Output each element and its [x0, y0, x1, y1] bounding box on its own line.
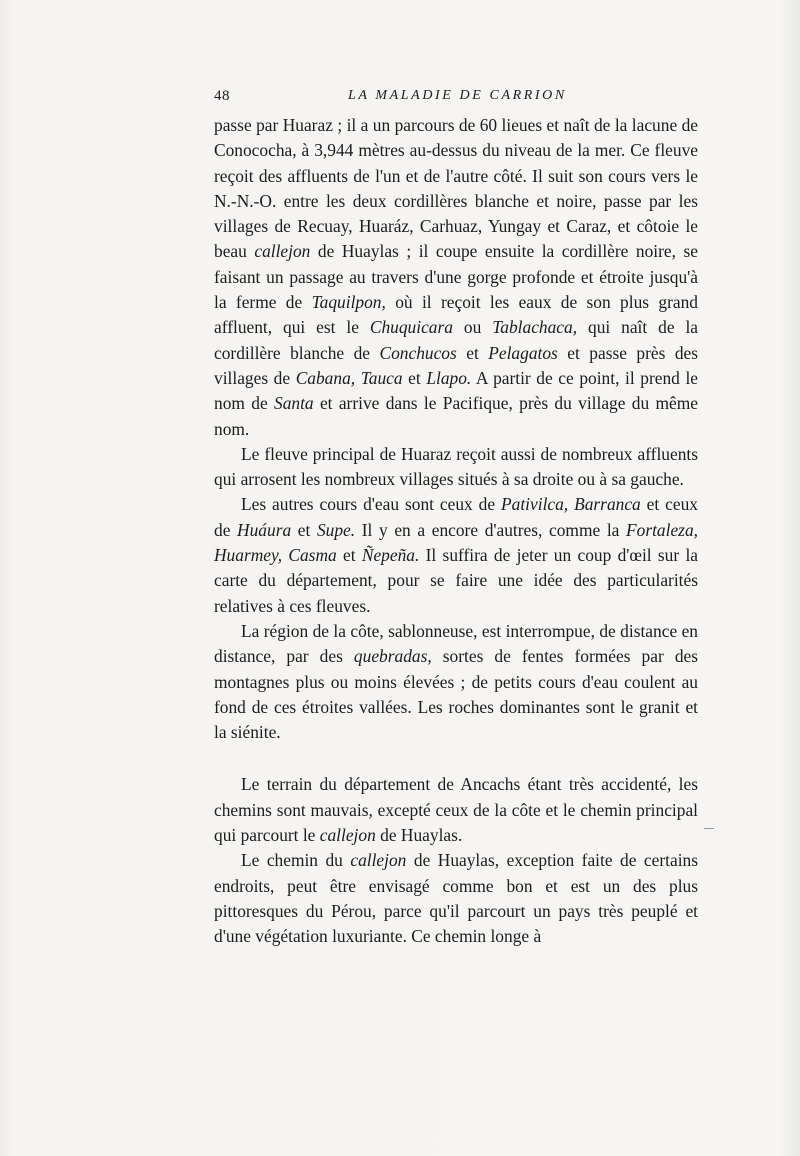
italic-text: Cabana, Tauca: [295, 367, 403, 388]
paragraph-other-rivers: [214, 492, 698, 618]
text-run: de Huaylas.: [375, 825, 463, 846]
text-run: Le fleuve principal de Huaraz reçoit aussi de nombreux affluents qui arrosent les nombreux villages situés à sa droite ou à sa gauche.: [214, 443, 698, 490]
text-run: de Huaylas ; il coupe ensuite la cordillère noire, se faisant un passage au travers d'une gorge profonde et étroite jusqu'à la ferme de: [214, 241, 698, 313]
italic-text: Huáura: [237, 519, 292, 540]
italic-text: Fortaleza, Huarmey, Casma: [214, 519, 698, 566]
italic-text: callejon: [350, 850, 407, 871]
italic-text: callejon: [254, 241, 311, 262]
page-number: 48: [214, 88, 230, 104]
text-run: et: [291, 519, 317, 540]
text-run: et: [336, 545, 362, 566]
text-run: Il suffira de jeter un coup d'œil sur la carte du département, pour se faire une idée des particularités relatives à ces fleuves.: [214, 545, 698, 616]
paragraph-coast-region: [214, 619, 698, 745]
text-run: A partir de ce point, il prend le nom de: [214, 367, 699, 414]
paragraph-santa-river: [214, 113, 698, 442]
text-run: Le chemin du: [241, 850, 351, 871]
italic-text: Ñepeña.: [361, 545, 420, 566]
text-run: et arrive dans le Pacifique, près du village du même nom.: [214, 393, 699, 439]
text-run: sortes de fentes formées par des montagnes plus ou moins élevées ; de petits cours d'eau coulent au fond de ces étroites vallées. Les roches dominantes sont le granit et la siénite.: [214, 646, 698, 743]
italic-text: Pativilca, Barranca: [501, 494, 641, 515]
margin-mark: [704, 828, 714, 829]
text-run: qui naît de la cordillère blanche de: [214, 317, 699, 363]
text-run: et: [402, 367, 427, 388]
page-header: [214, 88, 696, 112]
italic-text: Tablachaca,: [492, 317, 578, 338]
text-run: et: [456, 342, 489, 363]
italic-text: Supe.: [316, 519, 356, 540]
italic-text: Pelagatos: [488, 342, 558, 363]
running-title: LA MALADIE DE CARRION: [348, 88, 567, 103]
paragraph-terrain-roads: [214, 772, 698, 848]
text-run: de Huaylas, exception faite de certains endroits, peut être envisagé comme bon et est un des plus pittoresques du Pérou, parce qu'il parcourt un pays très peuplé et d'une végétation luxuriante. Ce chemin longe à: [214, 850, 698, 947]
italic-text: Santa: [274, 393, 314, 414]
italic-text: callejon: [319, 825, 376, 846]
text-run: Les autres cours d'eau sont ceux de: [241, 494, 502, 515]
body-text: [214, 113, 698, 950]
italic-text: Chuquicara: [369, 317, 453, 338]
text-run: où il reçoit les eaux de son plus grand affluent, qui est le: [214, 292, 698, 338]
text-run: passe par Huaraz ; il a un parcours de 60 lieues et naît de la lacune de Conococha, à 3,944 mètres au-dessus du niveau de la mer. Ce fleuve reçoit des affluents de l'un et de l'autre côté. Il suit son cours vers le N.-N.-O. entre les deux cordillères blanche et noire, passe par les villages de Recuay, Huaráz, Carhuaz, Yungay et Caraz, et côtoie le beau: [214, 115, 698, 262]
text-run: La région de la côte, sablonneuse, est interrompue, de distance en distance, par des: [214, 620, 698, 667]
italic-text: quebradas,: [353, 646, 432, 667]
paragraph-callejon-road: [214, 848, 698, 949]
text-run: ou: [452, 317, 493, 338]
italic-text: Llapo.: [426, 367, 472, 388]
italic-text: Taquilpon,: [311, 292, 386, 313]
text-run: et ceux de: [214, 494, 698, 540]
paragraph-tributaries: [214, 442, 698, 493]
italic-text: Conchucos: [379, 342, 457, 363]
text-run: Il y en a encore d'autres, comme la: [355, 519, 627, 540]
text-run: Le terrain du département de Ancachs étant très accidenté, les chemins sont mauvais, excepté ceux de la côte et le chemin principal qui parcourt le: [214, 774, 698, 846]
text-run: et passe près des villages de: [214, 342, 699, 388]
